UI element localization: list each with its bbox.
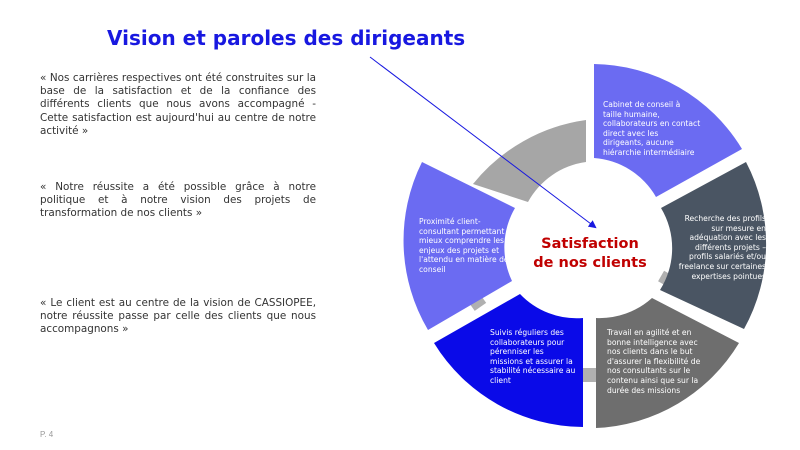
quote-2: « Notre réussite a été possible grâce à notre politique et à notre vision des projets de transformation de nos clients » [40,181,316,220]
segment-3-text: Travail en agilité et en bonne intelligence avec nos clients dans le but d'assurer la flexibilité de nos consultants sur le contenu ainsi que sur la durée des missions [607,328,701,395]
segment-5-text: Proximité client-consultant permettant de mieux comprendre les enjeux des projets et l'attendu en matière de conseil [419,217,517,274]
quote-3: « Le client est au centre de la vision de CASSIOPEE, notre réussite passe par celle des clients que nous accompagnons » [40,297,316,336]
segment-2-text: Recherche des profils sur mesure en adéquation avec les différents projets – profils salariés et/ou freelance sur certaines expertises pointues [678,214,766,281]
connector-bottom [582,368,596,382]
center-label-line-1: Satisfaction [541,236,639,252]
segment-1-text: Cabinet de conseil à taille humaine, collaborateurs en contact direct avec les dirigeants, aucune hiérarchie intermédiaire [603,100,701,157]
page-title: Vision et paroles des dirigeants [107,26,466,50]
center-label [530,235,650,273]
center-label-line-2: de nos clients [533,255,647,271]
page-number: P. 4 [40,430,54,439]
quote-1: « Nos carrières respectives ont été construites sur la base de la satisfaction et de la confiance des différents clients que nous avons accompagné - Cette satisfaction est aujourd'hui au centre de notre activité » [40,72,316,137]
segment-4-text: Suivis réguliers des collaborateurs pour pérenniser les missions et assurer la stabilité nécessaire au client [490,328,576,385]
